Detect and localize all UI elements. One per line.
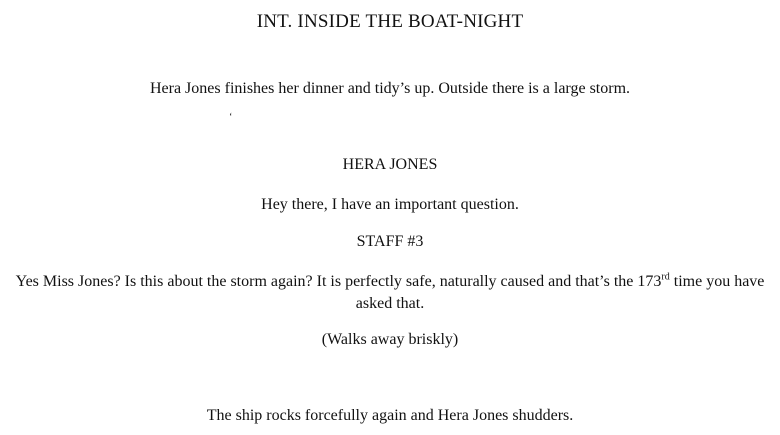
parenthetical: (Walks away briskly) bbox=[321, 331, 459, 348]
dialogue-staff-3 bbox=[8, 271, 772, 315]
stray-mark: ‘ bbox=[229, 112, 233, 123]
scene-heading: INT. INSIDE THE BOAT-NIGHT bbox=[256, 11, 524, 32]
action-line: Hera Jones finishes her dinner and tidy’s up. Outside there is a large storm. bbox=[149, 80, 631, 97]
ordinal-suffix: rd bbox=[661, 271, 670, 283]
action-line-closing: The ship rocks forcefully again and Hera Jones shudders. bbox=[206, 407, 574, 424]
dialogue-hera-jones: Hey there, I have an important question. bbox=[261, 196, 519, 213]
character-name-hera-jones: HERA JONES bbox=[342, 156, 438, 173]
dialogue-text-part-2: time you have asked that. bbox=[355, 273, 765, 312]
dialogue-text-part-1: Yes Miss Jones? Is this about the storm again? It is perfectly safe, naturally caused and that’s the 173 bbox=[15, 273, 662, 290]
character-name-staff-3: STAFF #3 bbox=[356, 233, 424, 250]
